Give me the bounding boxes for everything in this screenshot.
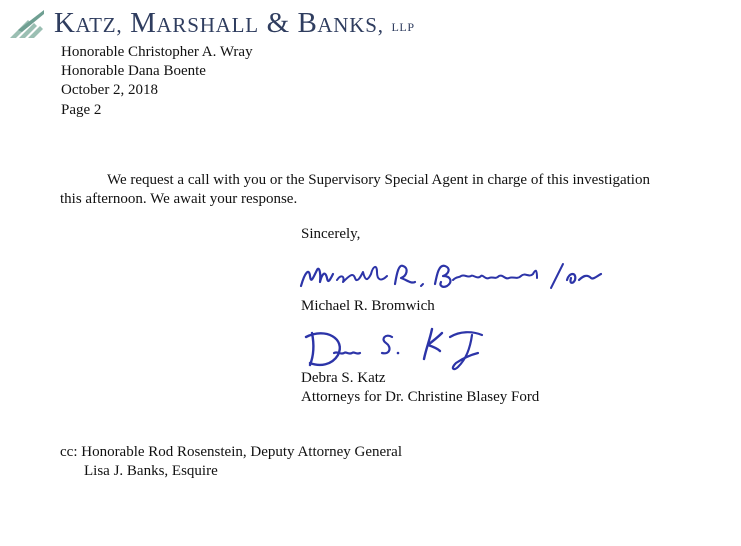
signer-block	[301, 369, 539, 407]
firm-name-part: B	[297, 7, 318, 39]
firm-name-part: K	[54, 7, 76, 39]
body-line: this afternoon. We await your response.	[60, 191, 298, 207]
signer-name: Debra S. Katz	[301, 370, 386, 386]
firm-name	[54, 7, 415, 43]
signature-katz	[300, 323, 510, 375]
firm-name-part: ANKS,	[317, 13, 384, 37]
firm-name-part: ARSHALL	[156, 13, 259, 37]
closing-salutation: Sincerely,	[301, 226, 361, 242]
signature-bromwich	[297, 258, 619, 298]
page-number: Page 2	[61, 101, 102, 118]
body-paragraph	[60, 171, 700, 209]
cc-block	[60, 443, 402, 481]
addressee-line: Honorable Dana Boente	[61, 63, 206, 80]
cc-line: Lisa J. Banks, Esquire	[84, 463, 218, 479]
letter-date: October 2, 2018	[61, 82, 159, 99]
firm-logo-icon	[10, 10, 46, 38]
body-line: We request a call with you or the Supervisory Special Agent in charge of this investigation	[107, 172, 650, 188]
addressee-line: Honorable Christopher A. Wray	[61, 44, 253, 60]
firm-name-part: &	[266, 7, 290, 39]
firm-name-part: ATZ,	[75, 13, 123, 37]
letter-header	[61, 43, 253, 120]
signer-role: Attorneys for Dr. Christine Blasey Ford	[301, 389, 540, 405]
signer-name: Michael R. Bromwich	[301, 298, 435, 314]
firm-name-part: M	[130, 7, 157, 39]
cc-line: cc: Honorable Rod Rosenstein, Deputy Attorney General	[60, 444, 402, 460]
firm-suffix: LLP	[391, 20, 415, 34]
